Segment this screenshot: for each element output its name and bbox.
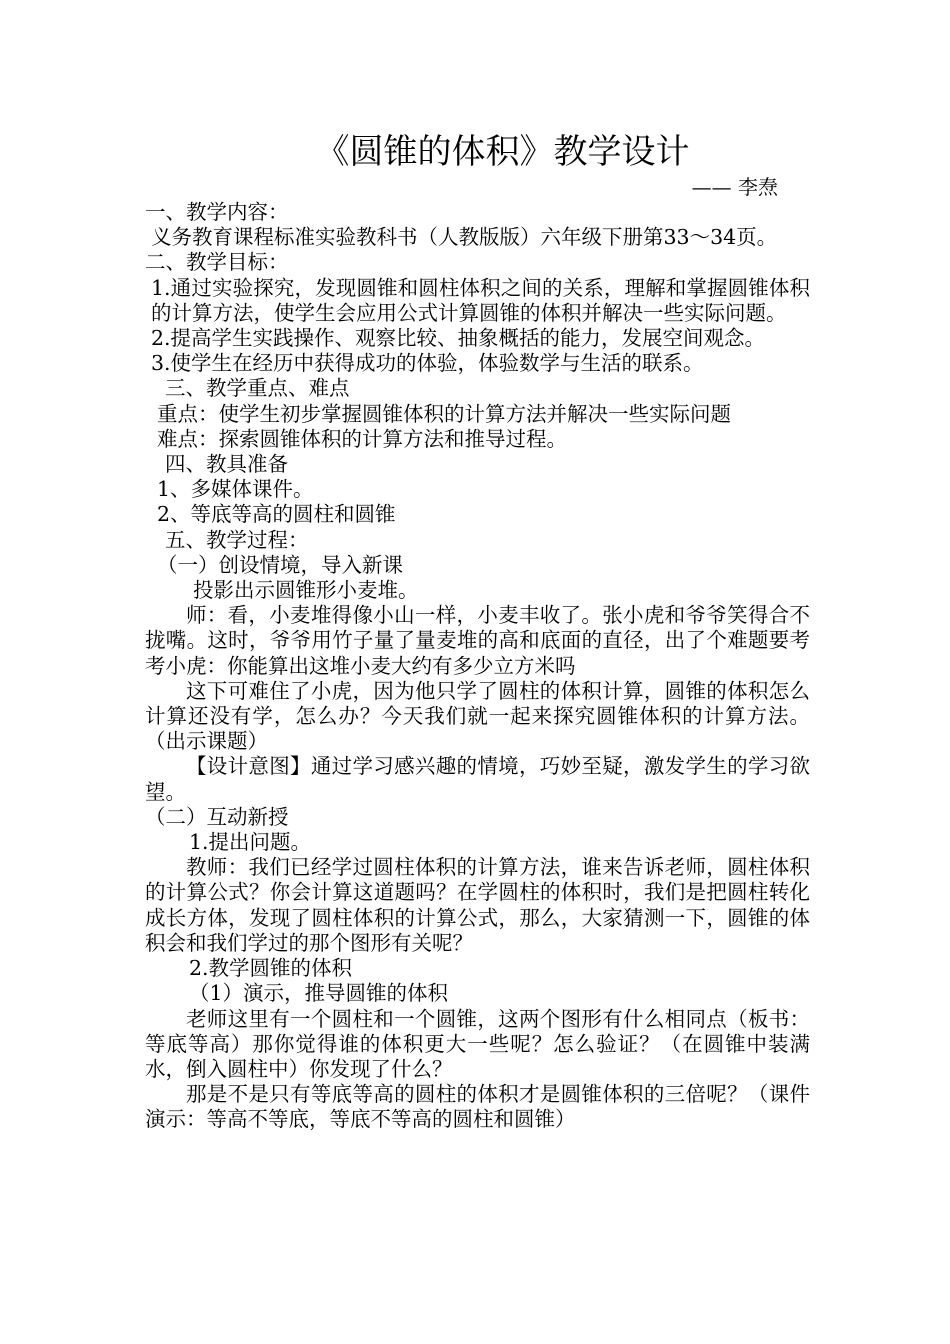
paragraph: 2.教学圆锥的体积 bbox=[189, 956, 353, 981]
section-heading: 五、教学过程： bbox=[165, 527, 309, 552]
paragraph: 这下可难住了小虎，因为他只学了圆柱的体积计算，圆锥的体积怎么计算还没有学，怎么办？今天我们就一起来探究圆锥体积的计算方法。（出示课题） bbox=[145, 678, 810, 754]
list-item: 2、等底等高的圆柱和圆锥 bbox=[157, 502, 396, 527]
paragraph: 那是不是只有等底等高的圆柱的体积才是圆锥体积的三倍呢？（课件演示：等高不等底，等底不等高的圆柱和圆锥） bbox=[145, 1082, 810, 1132]
document-title: 《圆锥的体积》教学设计 bbox=[315, 132, 690, 172]
paragraph: 投影出示圆锥形小麦堆。 bbox=[193, 578, 419, 603]
section-heading: 一、教学内容： bbox=[145, 200, 289, 224]
document-author: —— 李焘 bbox=[691, 175, 778, 199]
paragraph: 重点：使学生初步掌握圆锥体积的计算方法并解决一些实际问题 bbox=[157, 401, 731, 426]
section-heading: 四、教具准备 bbox=[165, 452, 288, 477]
document-page bbox=[145, 130, 810, 1133]
section-heading: 三、教学重点、难点 bbox=[165, 376, 350, 401]
paragraph: 老师这里有一个圆柱和一个圆锥，这两个图形有什么相同点（板书：等底等高）那你觉得谁的体积更大一些呢？怎么验证？（在圆锥中装满水，倒入圆柱中）你发现了什么？ bbox=[145, 1006, 810, 1081]
subsection-heading: （一）创设情境，导入新课 bbox=[157, 552, 403, 577]
design-intent-note: 【设计意图】通过学习感兴趣的情境，巧妙至疑，激发学生的学习欲望。 bbox=[145, 754, 810, 804]
subsection-heading: （二）互动新授 bbox=[145, 804, 289, 829]
paragraph: 师：看，小麦堆得像小山一样，小麦丰收了。张小虎和爷爷笑得合不拢嘴。这时，爷爷用竹子量了量麦堆的高和底面的直径，出了个难题要考考小虎：你能算出这堆小麦大约有多少立方米吗 bbox=[145, 603, 810, 678]
paragraph: 3.使学生在经历中获得成功的体验，体验数学与生活的联系。 bbox=[151, 351, 704, 376]
list-item: 1、多媒体课件。 bbox=[157, 477, 314, 502]
paragraph: 教师：我们已经学过圆柱体积的计算方法，谁来告诉老师，圆柱体积的计算公式？你会计算这道题吗？在学圆柱的体积时，我们是把圆柱转化成长方体，发现了圆柱体积的计算公式，那么，大家猜测一下，圆锥的体积会和我们学过的那个图形有关呢？ bbox=[145, 855, 810, 955]
paragraph: 义务教育课程标准实验教科书（人教版版）六年级下册第33～34页。 bbox=[151, 225, 778, 250]
paragraph: 1.提出问题。 bbox=[189, 830, 312, 855]
paragraph: 1.通过实验探究，发现圆锥和圆柱体积之间的关系，理解和掌握圆锥体积的计算方法，使学生会应用公式计算圆锥的体积并解决一些实际问题。 bbox=[151, 275, 810, 325]
section-heading: 二、教学目标： bbox=[145, 250, 289, 275]
paragraph: （1）演示，推导圆锥的体积 bbox=[189, 981, 449, 1006]
paragraph: 难点：探索圆锥体积的计算方法和推导过程。 bbox=[157, 426, 567, 451]
paragraph: 2.提高学生实践操作、观察比较、抽象概括的能力，发展空间观念。 bbox=[151, 326, 766, 351]
